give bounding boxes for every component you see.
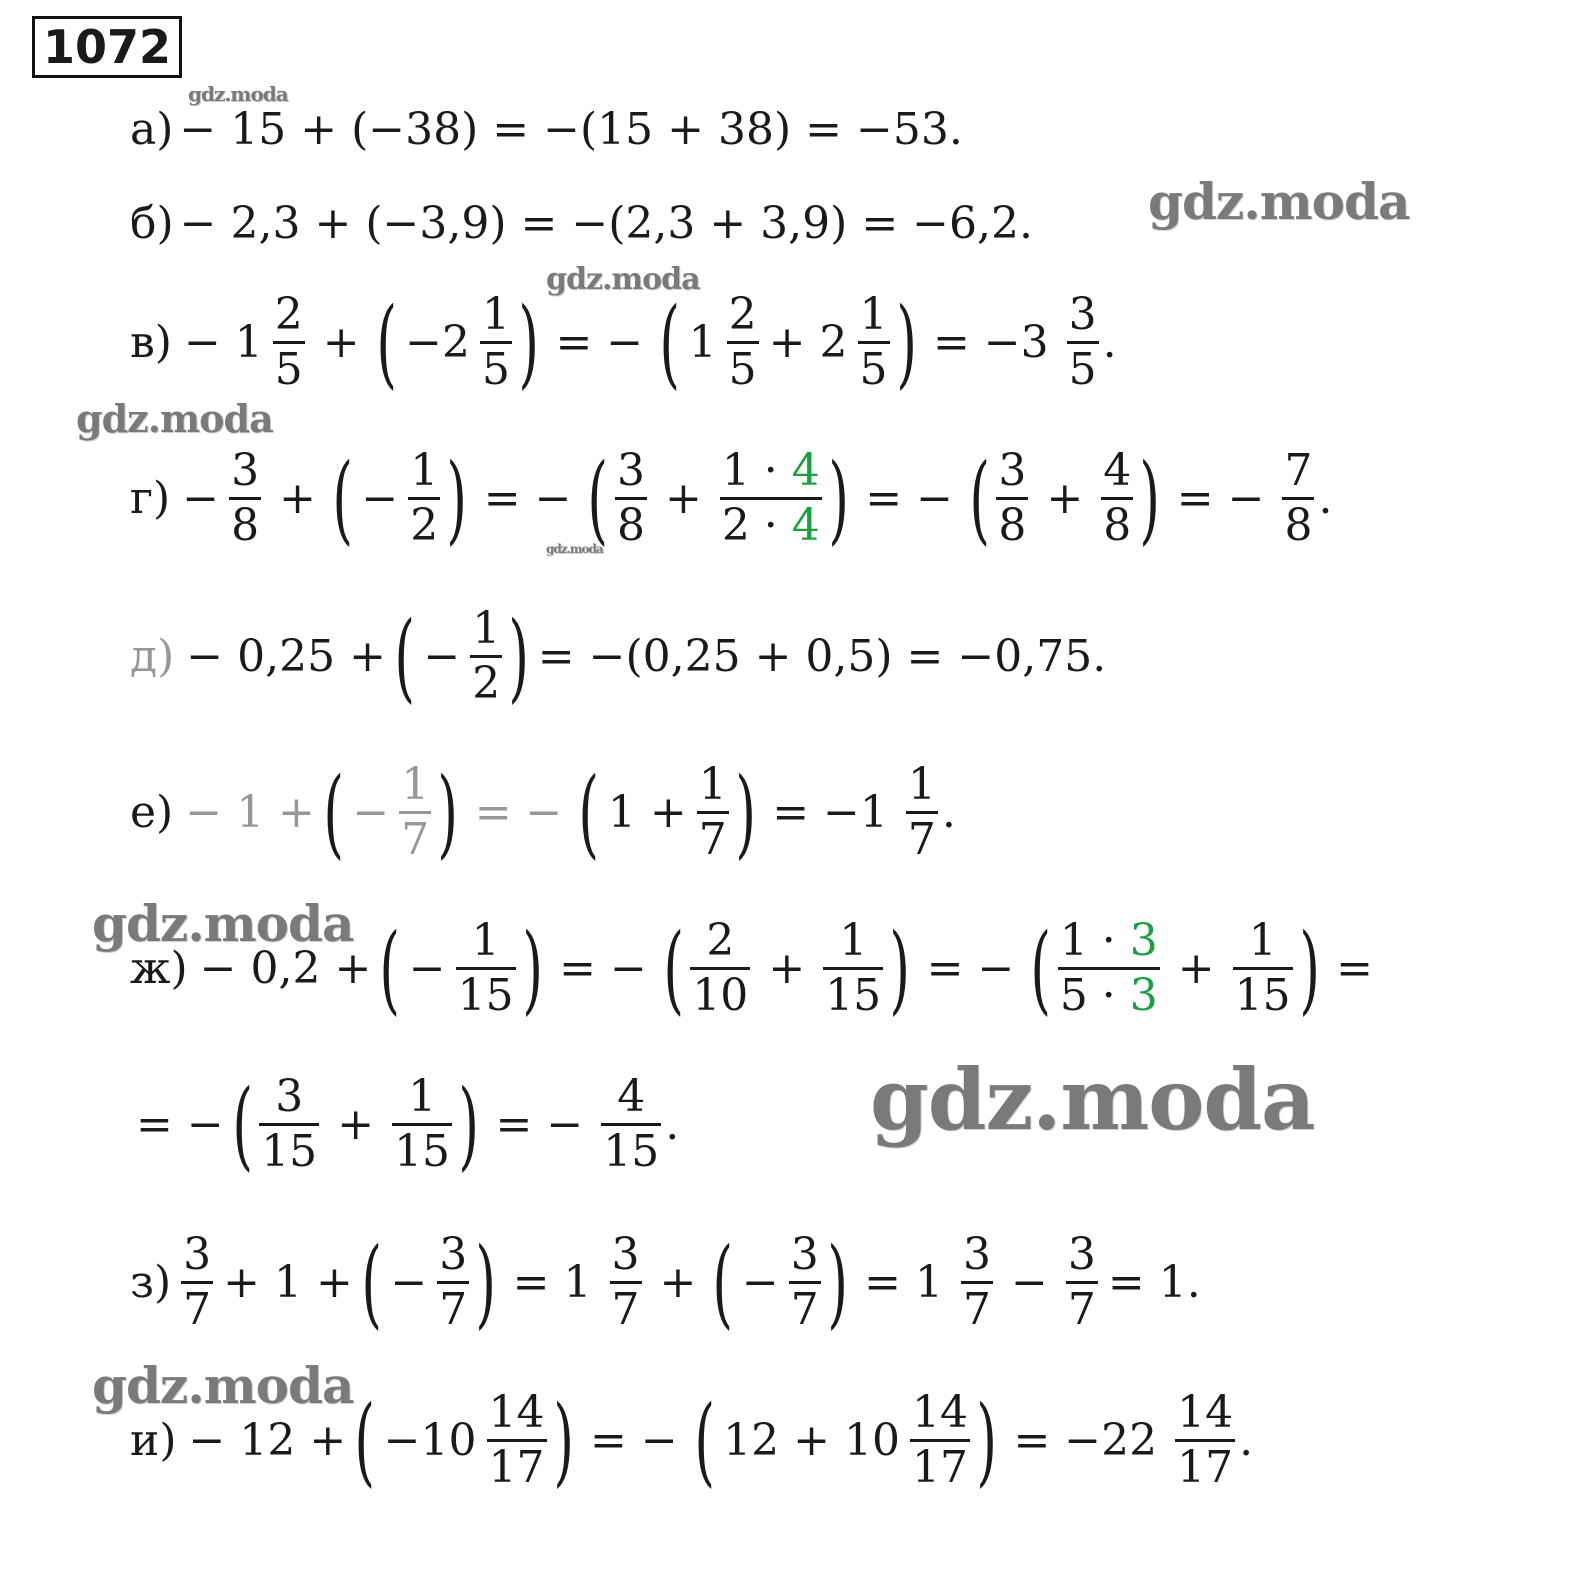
item-letter: в) xyxy=(130,317,172,369)
left-paren: ( xyxy=(361,1226,382,1339)
numerator: 3 xyxy=(790,1229,819,1280)
left-paren: ( xyxy=(323,756,344,869)
multiplier: 3 xyxy=(1129,915,1158,966)
operator: + xyxy=(768,943,806,995)
period: . xyxy=(1318,473,1333,525)
operator: = − xyxy=(495,1099,584,1151)
right-paren: ) xyxy=(522,912,543,1025)
numerator: 1 xyxy=(698,759,727,810)
operator: + xyxy=(664,473,702,525)
fraction xyxy=(906,759,938,866)
watermark: gdz.moda xyxy=(546,262,700,297)
numerator: 3 xyxy=(439,1229,468,1280)
operator: = − xyxy=(483,473,572,525)
fraction xyxy=(996,445,1028,552)
fraction xyxy=(1066,1229,1098,1336)
equation-text: − 2,3 + (−3,9) = −(2,3 + 3,9) = −6,2. xyxy=(179,198,1033,249)
denominator: 15 xyxy=(457,970,514,1022)
fraction xyxy=(1233,915,1293,1022)
denominator: 15 xyxy=(394,1126,451,1178)
fraction xyxy=(1175,1387,1235,1494)
operator: + xyxy=(1177,943,1215,995)
fraction xyxy=(480,289,512,396)
numerator: 1 xyxy=(907,759,936,810)
fraction xyxy=(470,603,502,710)
term: −2 xyxy=(405,317,470,369)
numerator: 2 xyxy=(728,289,757,340)
fraction xyxy=(858,289,890,396)
denominator: 17 xyxy=(1177,1442,1234,1494)
fraction xyxy=(1101,445,1133,552)
term: = 1. xyxy=(1107,1257,1201,1309)
left-paren: ( xyxy=(332,442,353,555)
denominator: 15 xyxy=(603,1126,660,1178)
fraction xyxy=(273,289,305,396)
numerator: 1 xyxy=(410,445,439,496)
equation-text: − 15 + (−38) = −(15 + 38) = −53. xyxy=(179,104,963,155)
right-paren: ) xyxy=(827,1226,848,1339)
numerator: 1 xyxy=(482,289,510,340)
fraction xyxy=(961,1229,993,1336)
numerator: 1 xyxy=(472,603,501,654)
item-letter: г) xyxy=(130,473,171,525)
equation-zh xyxy=(130,912,1387,1025)
operator: = − xyxy=(555,317,644,369)
watermark: gdz.moda xyxy=(76,396,273,441)
operator: = − xyxy=(474,787,563,839)
operator: = − xyxy=(589,1415,678,1467)
operator: = − xyxy=(1176,473,1265,525)
fraction xyxy=(487,1387,547,1494)
term: − 0,25 + xyxy=(186,631,386,683)
multiplier: 4 xyxy=(791,500,820,552)
numerator: 1 xyxy=(839,915,868,966)
operator: = −22 xyxy=(1013,1415,1158,1467)
denominator: 2 xyxy=(472,658,501,710)
fraction xyxy=(399,759,431,866)
numerator-part: 1 · xyxy=(721,445,792,496)
numerator: 3 xyxy=(1068,289,1097,340)
right-paren: ) xyxy=(475,1226,497,1339)
numerator: 4 xyxy=(1103,445,1132,496)
fraction xyxy=(1058,915,1160,1022)
right-paren: ) xyxy=(508,600,530,713)
fraction xyxy=(789,1229,821,1336)
operator: + xyxy=(337,1099,375,1151)
item-letter: а) xyxy=(130,104,174,155)
period: . xyxy=(1239,1415,1254,1467)
right-paren: ) xyxy=(458,1068,480,1181)
numerator: 3 xyxy=(275,1071,304,1122)
denominator: 5 xyxy=(859,344,888,396)
operator: = −1 xyxy=(772,787,888,839)
fraction xyxy=(727,289,759,396)
operator: = − xyxy=(926,943,1015,995)
term: − xyxy=(361,473,399,525)
item-letter: е) xyxy=(130,787,174,839)
left-paren: ( xyxy=(376,286,397,399)
watermark: gdz.moda xyxy=(1148,172,1410,231)
fraction xyxy=(1282,445,1314,552)
operator: + xyxy=(322,317,360,369)
denominator xyxy=(720,500,822,552)
fraction xyxy=(823,915,883,1022)
term: − xyxy=(182,473,220,525)
operator: = 1 xyxy=(512,1257,592,1309)
operator: = −3 xyxy=(932,317,1049,369)
fraction xyxy=(408,445,440,552)
denominator: 8 xyxy=(1103,500,1132,552)
multiplier: 3 xyxy=(1129,970,1158,1022)
numerator: 14 xyxy=(1177,1387,1234,1438)
denominator: 5 xyxy=(728,344,757,396)
denominator: 7 xyxy=(907,814,936,866)
numerator: 3 xyxy=(611,1229,640,1280)
denominator: 8 xyxy=(616,500,645,552)
fraction xyxy=(392,1071,452,1178)
denominator: 5 xyxy=(482,344,510,396)
fraction xyxy=(437,1229,469,1336)
operator: − xyxy=(1011,1257,1048,1309)
fraction xyxy=(181,1229,213,1336)
denominator: 17 xyxy=(911,1442,968,1494)
term: − xyxy=(741,1257,779,1309)
fraction xyxy=(690,915,750,1022)
denominator xyxy=(1058,970,1160,1022)
item-letter: и) xyxy=(130,1415,177,1467)
denominator: 2 xyxy=(410,500,439,552)
numerator-part: 1 · xyxy=(1059,915,1130,966)
left-paren: ( xyxy=(1030,912,1052,1025)
denominator: 15 xyxy=(1234,970,1291,1022)
denominator: 5 xyxy=(1068,344,1097,396)
equation-d xyxy=(130,600,1112,713)
operator: + xyxy=(1046,473,1084,525)
problem-number: 1072 xyxy=(32,16,182,78)
watermark: gdz.moda xyxy=(92,894,354,953)
left-paren: ( xyxy=(578,756,600,869)
numerator: 1 xyxy=(1248,915,1277,966)
term: − 0,2 + xyxy=(199,943,372,995)
multiplier: 4 xyxy=(791,445,820,496)
denominator: 7 xyxy=(963,1284,992,1336)
left-paren: ( xyxy=(587,442,609,555)
fraction xyxy=(615,445,647,552)
equation-i xyxy=(130,1384,1254,1497)
right-paren: ) xyxy=(1299,912,1320,1025)
equation-b xyxy=(130,198,1033,249)
numerator: 7 xyxy=(1284,445,1313,496)
numerator: 1 xyxy=(408,1071,437,1122)
numerator: 2 xyxy=(274,289,303,340)
term: −10 xyxy=(383,1415,477,1467)
watermark: gdz.moda xyxy=(188,82,288,106)
right-paren: ) xyxy=(828,442,849,555)
denominator: 7 xyxy=(183,1284,212,1336)
numerator: 3 xyxy=(998,445,1027,496)
numerator: 4 xyxy=(617,1071,646,1122)
right-paren: ) xyxy=(735,756,756,869)
left-paren: ( xyxy=(394,600,415,713)
left-paren: ( xyxy=(663,912,684,1025)
denominator: 7 xyxy=(439,1284,468,1336)
operator: + xyxy=(279,473,316,525)
denominator-part: 5 · xyxy=(1059,970,1130,1022)
numerator: 3 xyxy=(183,1229,212,1280)
term: = −(0,25 + 0,5) = −0,75. xyxy=(537,631,1107,683)
numerator xyxy=(720,445,822,496)
denominator: 7 xyxy=(790,1284,819,1336)
item-letter: ж) xyxy=(130,943,188,995)
term: 1 + xyxy=(607,787,687,839)
left-paren: ( xyxy=(379,912,401,1025)
left-paren: ( xyxy=(232,1068,253,1181)
operator: = − xyxy=(559,943,647,995)
watermark: gdz.moda xyxy=(870,1050,1315,1149)
denominator: 7 xyxy=(401,814,430,866)
term: − xyxy=(390,1257,428,1309)
period: . xyxy=(665,1099,680,1151)
term: + 1 + xyxy=(223,1257,353,1309)
numerator: 1 xyxy=(401,759,430,810)
numerator: 3 xyxy=(616,445,645,496)
fraction xyxy=(601,1071,661,1178)
equation-z xyxy=(130,1226,1207,1339)
denominator: 7 xyxy=(1067,1284,1096,1336)
term: 1 xyxy=(688,317,717,369)
term: − xyxy=(408,943,446,995)
numerator: 1 xyxy=(471,915,500,966)
term: + 2 xyxy=(768,317,848,369)
operator: = 1 xyxy=(864,1257,944,1309)
left-paren: ( xyxy=(969,442,990,555)
denominator: 17 xyxy=(488,1442,545,1494)
left-paren: ( xyxy=(354,1384,376,1497)
denominator-part: 2 · xyxy=(721,500,792,552)
item-letter: б) xyxy=(130,198,174,249)
numerator xyxy=(1058,915,1160,966)
watermark: gdz.moda xyxy=(546,542,603,556)
operator: = xyxy=(1336,943,1373,995)
item-letter: д) xyxy=(130,631,175,683)
numerator: 2 xyxy=(706,915,735,966)
numerator: 14 xyxy=(488,1387,545,1438)
period: . xyxy=(1102,317,1117,369)
fraction xyxy=(259,1071,319,1178)
denominator: 7 xyxy=(611,1284,640,1336)
equation-zh-continued xyxy=(130,1068,680,1181)
term: − xyxy=(352,787,390,839)
term: 12 + 10 xyxy=(723,1415,900,1467)
right-paren: ) xyxy=(552,1384,574,1497)
left-paren: ( xyxy=(694,1384,715,1497)
item-letter: з) xyxy=(130,1257,172,1309)
operator: = − xyxy=(865,473,953,525)
term: − 12 + xyxy=(188,1415,347,1467)
operator: + xyxy=(659,1257,697,1309)
watermark: gdz.moda xyxy=(92,1356,354,1415)
denominator: 8 xyxy=(1284,500,1313,552)
equation-v xyxy=(130,286,1117,399)
fraction xyxy=(229,445,261,552)
period: . xyxy=(941,787,956,839)
numerator: 1 xyxy=(859,289,888,340)
left-paren: ( xyxy=(712,1226,734,1339)
left-paren: ( xyxy=(659,286,681,399)
equation-g xyxy=(130,442,1333,555)
numerator: 3 xyxy=(963,1229,992,1280)
equation-a xyxy=(130,104,963,155)
numerator: 3 xyxy=(231,445,260,496)
denominator: 15 xyxy=(825,970,882,1022)
right-paren: ) xyxy=(446,442,468,555)
fraction xyxy=(910,1387,970,1494)
term: − 1 xyxy=(183,317,263,369)
numerator: 3 xyxy=(1067,1229,1096,1280)
denominator: 15 xyxy=(261,1126,318,1178)
fraction xyxy=(720,445,822,552)
right-paren: ) xyxy=(518,286,540,399)
term: − xyxy=(423,631,461,683)
term: − 1 + xyxy=(185,787,315,839)
right-paren: ) xyxy=(1139,442,1161,555)
denominator: 7 xyxy=(698,814,727,866)
fraction xyxy=(610,1229,642,1336)
fraction xyxy=(697,759,729,866)
fraction xyxy=(1067,289,1099,396)
right-paren: ) xyxy=(976,1384,998,1497)
right-paren: ) xyxy=(895,286,917,399)
denominator: 5 xyxy=(274,344,303,396)
denominator: 8 xyxy=(231,500,260,552)
denominator: 8 xyxy=(998,500,1027,552)
term: = − xyxy=(136,1099,224,1151)
numerator: 14 xyxy=(911,1387,968,1438)
equation-e xyxy=(130,756,956,869)
right-paren: ) xyxy=(437,756,459,869)
right-paren: ) xyxy=(889,912,911,1025)
denominator: 10 xyxy=(692,970,749,1022)
fraction xyxy=(456,915,516,1022)
